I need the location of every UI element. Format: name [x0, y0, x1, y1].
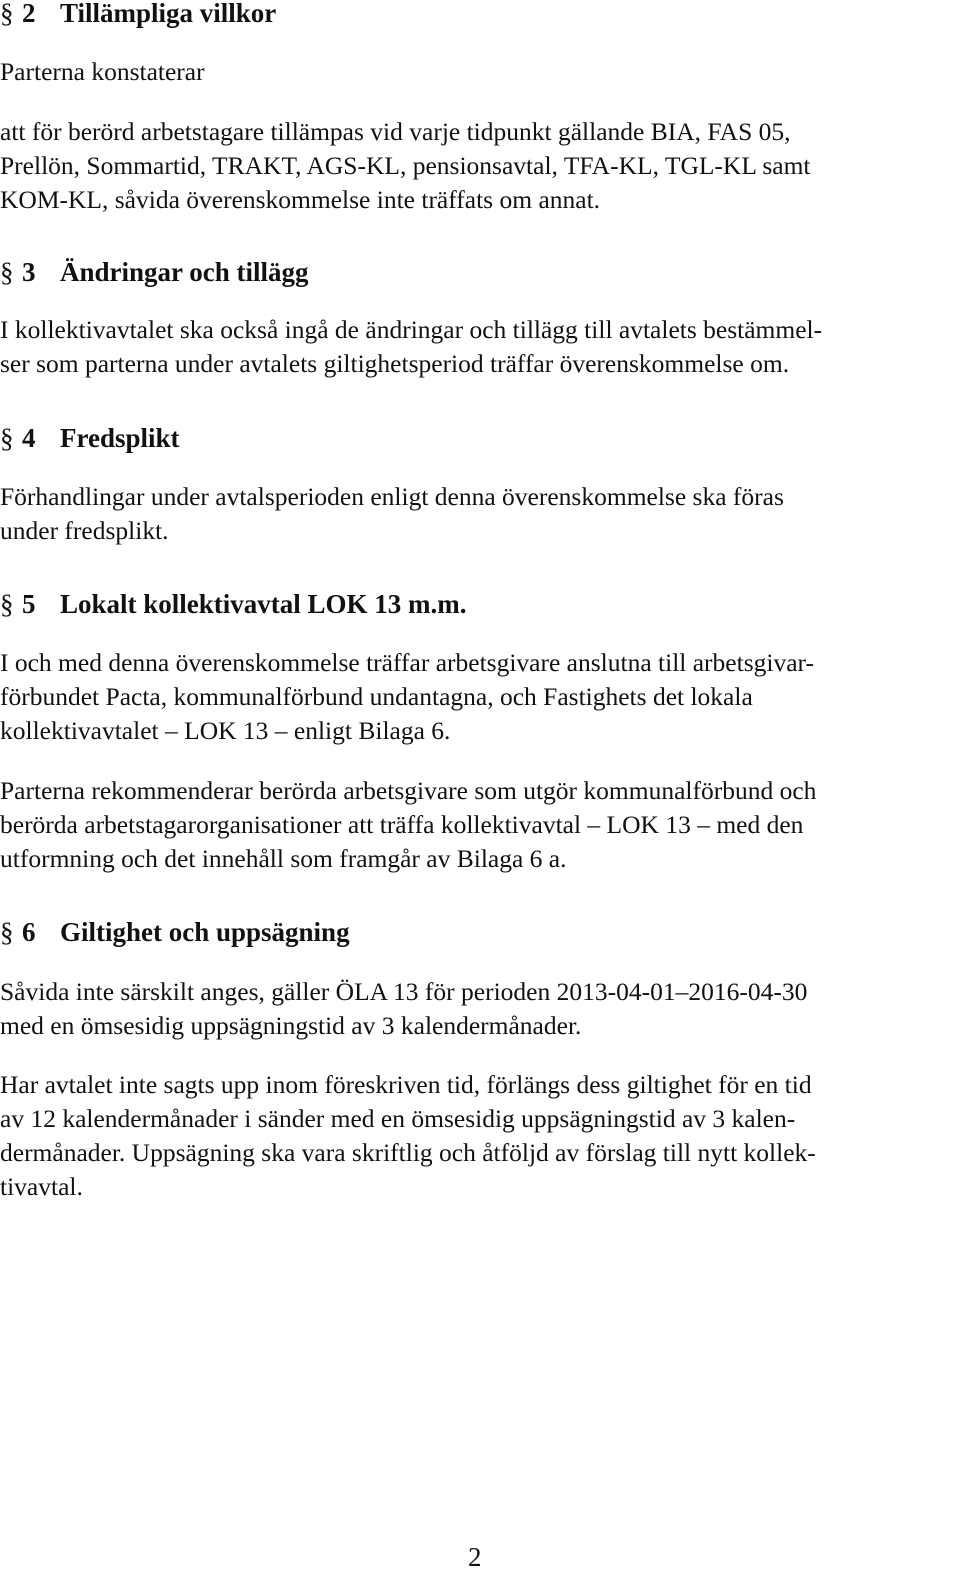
text-line: Förhandlingar under avtalsperioden enligt denna överenskommelse ska föras — [0, 482, 784, 511]
text-line: Parterna rekommenderar berörda arbetsgivare som utgör kommunalförbund och — [0, 776, 817, 805]
text-line: Prellön, Sommartid, TRAKT, AGS-KL, pensionsavtal, TFA-KL, TGL-KL samt — [0, 151, 811, 180]
section-number: 4 — [22, 423, 36, 453]
section-2-paragraph-2 — [0, 115, 960, 217]
section-number: 5 — [22, 589, 36, 619]
section-4-paragraph-1 — [0, 480, 960, 548]
section-4-heading — [0, 421, 180, 455]
section-5-paragraph-1 — [0, 646, 960, 748]
section-2-paragraph-1 — [0, 55, 960, 89]
text-line: KOM-KL, såvida överenskommelse inte träffats om annat. — [0, 185, 601, 214]
section-2-heading — [0, 0, 276, 30]
section-title: Lokalt kollektivavtal LOK 13 m.m. — [60, 589, 467, 619]
section-6-heading — [0, 915, 350, 949]
section-6-paragraph-1 — [0, 975, 960, 1043]
section-3-heading — [0, 255, 309, 289]
text-line: Parterna konstaterar — [0, 57, 205, 86]
text-line: tivavtal. — [0, 1172, 83, 1201]
section-title: Ändringar och tillägg — [60, 257, 309, 287]
text-line: Har avtalet inte sagts upp inom föreskriven tid, förlängs dess giltighet för en tid — [0, 1070, 812, 1099]
section-title: Fredsplikt — [60, 423, 180, 453]
section-3-paragraph-1 — [0, 313, 960, 381]
section-number: 2 — [22, 0, 36, 28]
text-line: av 12 kalendermånader i sänder med en ömsesidig uppsägningstid av 3 kalen- — [0, 1104, 796, 1133]
text-line: utformning och det innehåll som framgår av Bilaga 6 a. — [0, 844, 567, 873]
text-line: Såvida inte särskilt anges, gäller ÖLA 13 för perioden 2013-04-01–2016-04-30 — [0, 977, 808, 1006]
text-line: kollektivavtalet – LOK 13 – enligt Bilaga 6. — [0, 716, 451, 745]
section-title: Tillämpliga villkor — [60, 0, 277, 28]
text-line: I kollektivavtalet ska också ingå de ändringar och tillägg till avtalets bestämmel- — [0, 315, 823, 344]
text-line: berörda arbetstagarorganisationer att träffa kollektivavtal – LOK 13 – med den — [0, 810, 804, 839]
text-line: I och med denna överenskommelse träffar arbetsgivare anslutna till arbetsgivar- — [0, 648, 814, 677]
section-number: 3 — [22, 257, 36, 287]
section-title: Giltighet och uppsägning — [60, 917, 350, 947]
section-6-paragraph-2 — [0, 1068, 960, 1204]
text-line: dermånader. Uppsägning ska vara skriftlig och åtföljd av förslag till nytt kollek- — [0, 1138, 816, 1167]
section-symbol: § — [0, 257, 14, 287]
text-line: med en ömsesidig uppsägningstid av 3 kalendermånader. — [0, 1011, 582, 1040]
section-symbol: § — [0, 589, 14, 619]
text-line: förbundet Pacta, kommunalförbund undantagna, och Fastighets det lokala — [0, 682, 753, 711]
section-5-paragraph-2 — [0, 774, 960, 876]
section-symbol: § — [0, 0, 14, 28]
text-line: att för berörd arbetstagare tillämpas vid varje tidpunkt gällande BIA, FAS 05, — [0, 117, 791, 146]
section-number: 6 — [22, 917, 36, 947]
section-symbol: § — [0, 423, 14, 453]
text-line: under fredsplikt. — [0, 516, 169, 545]
page-number: 2 — [468, 1542, 482, 1572]
text-line: ser som parterna under avtalets giltighetsperiod träffar överenskommelse om. — [0, 349, 790, 378]
section-5-heading — [0, 587, 467, 621]
section-symbol: § — [0, 917, 14, 947]
